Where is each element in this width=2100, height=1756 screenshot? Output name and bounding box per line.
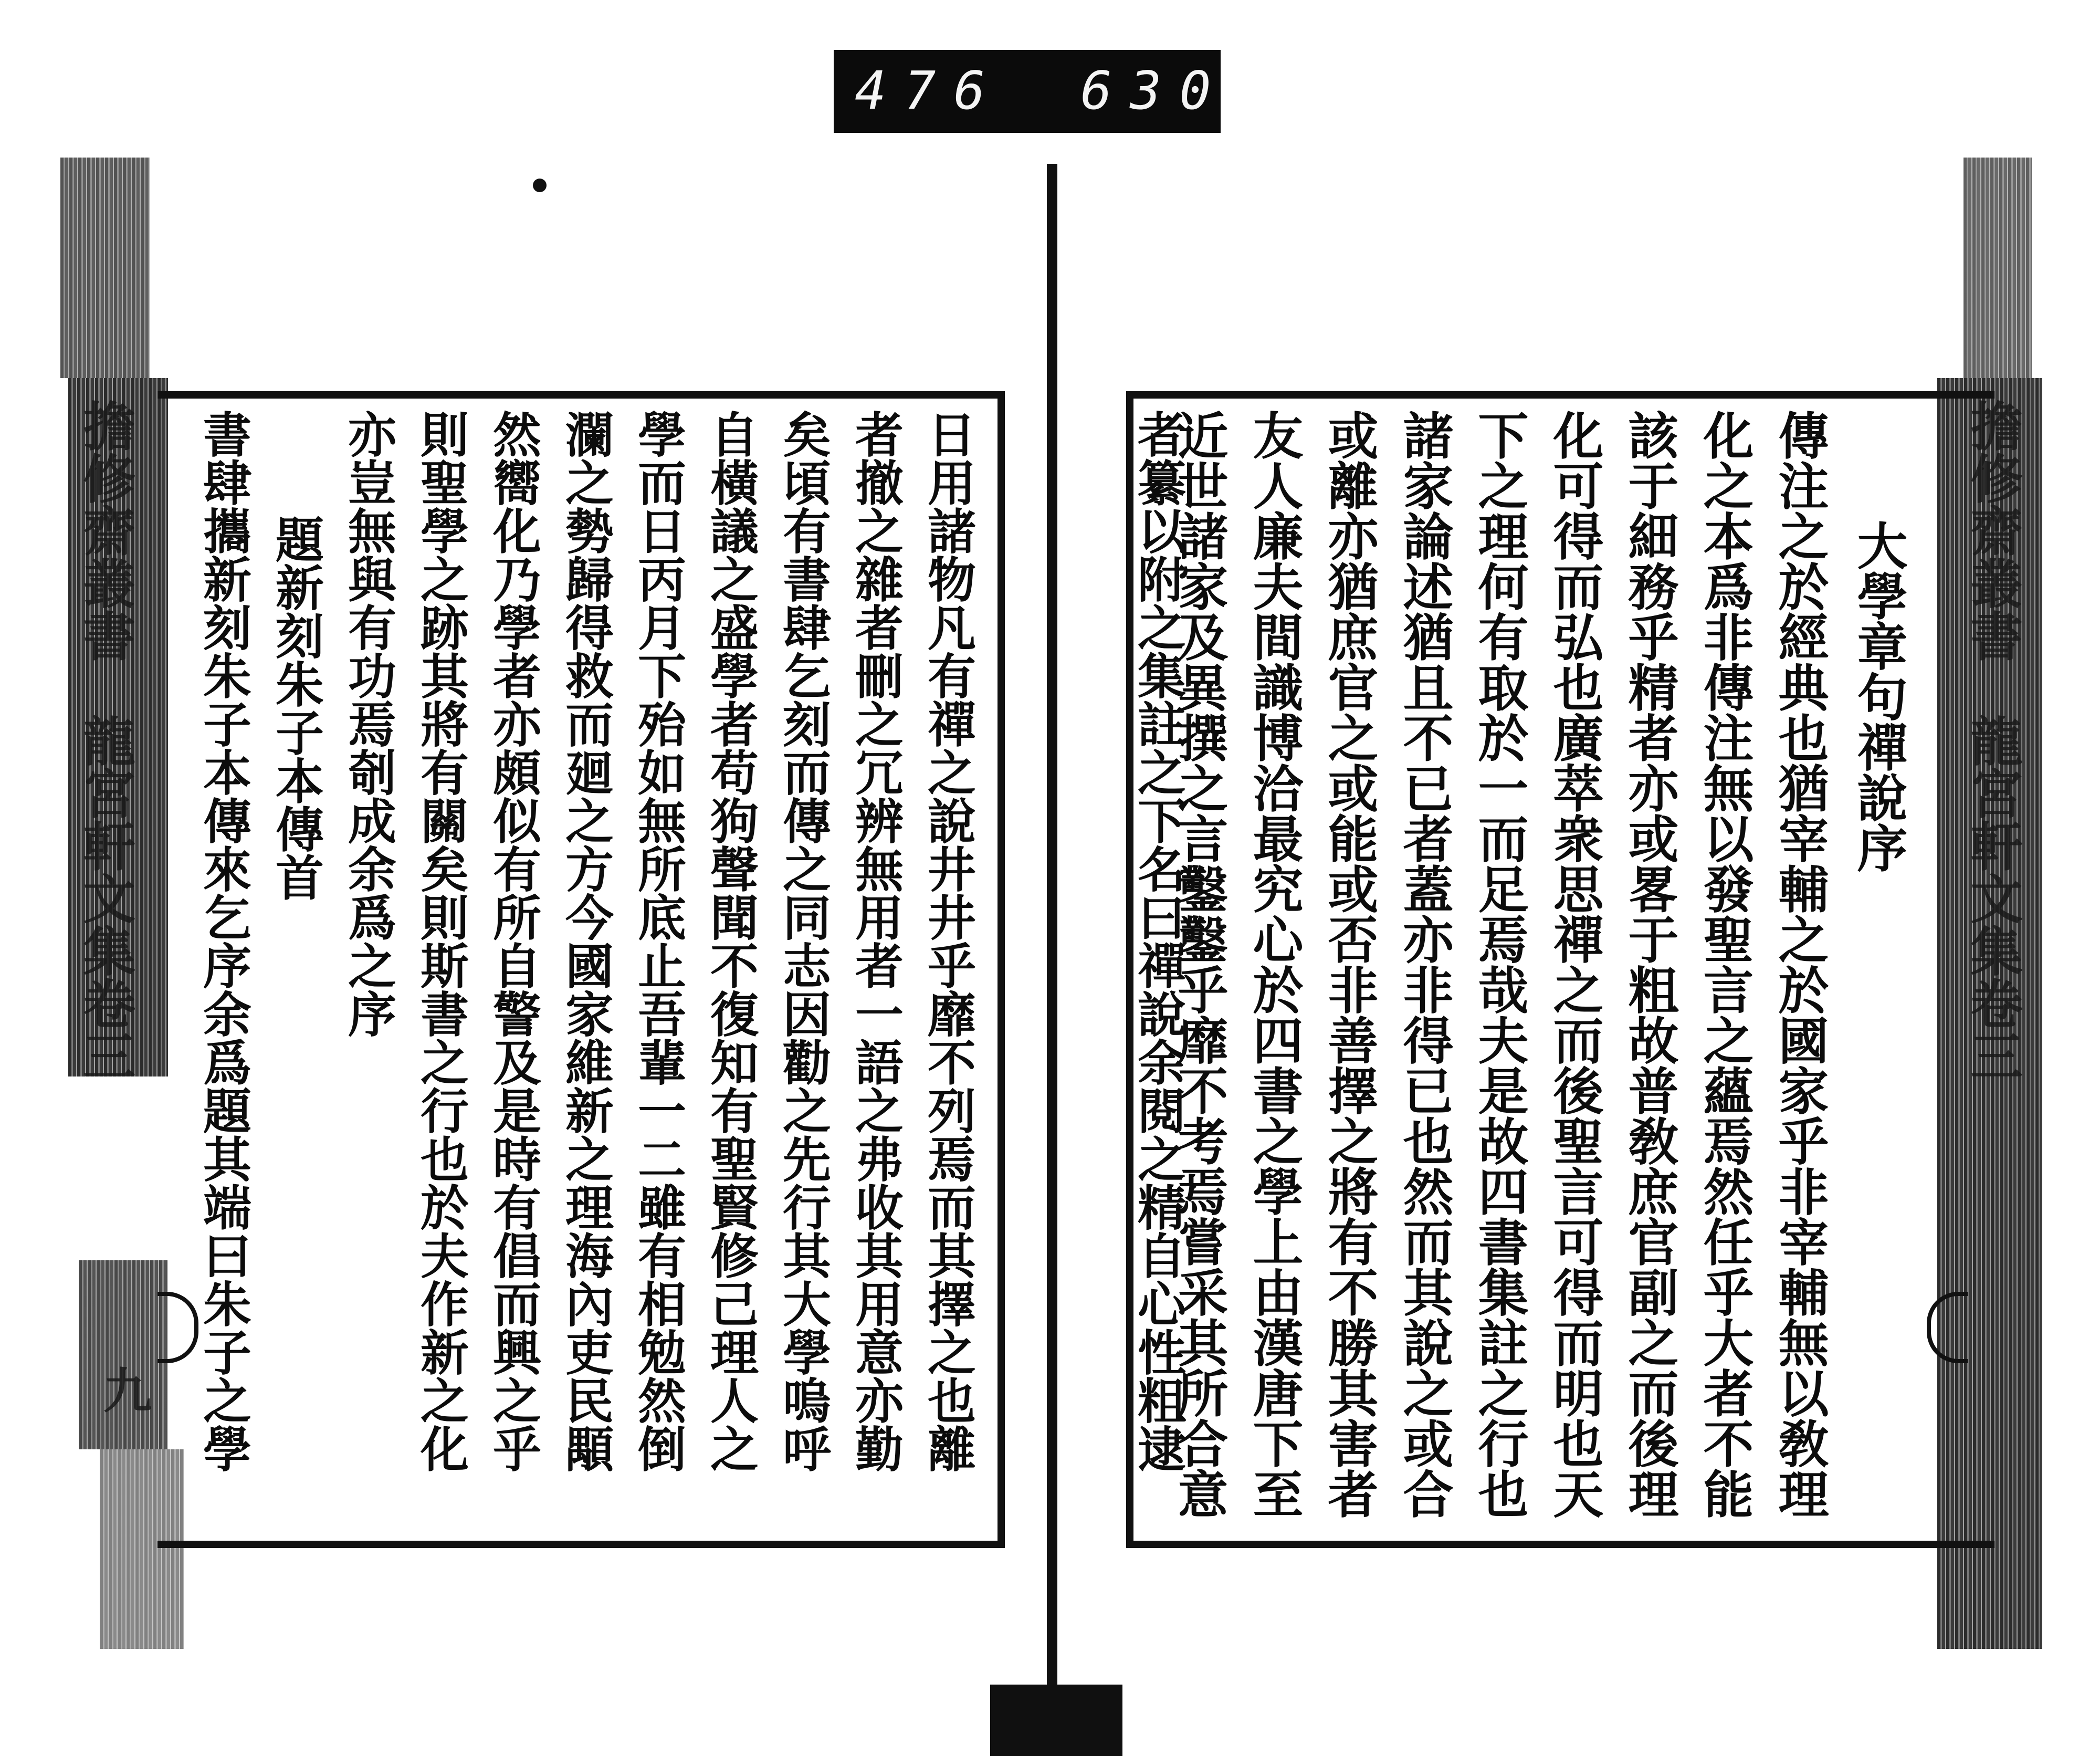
- right-column-2: 傳注之於經典也猶宰輔之於國家乎非宰輔無以敎理: [1770, 410, 1830, 1519]
- ink-speck: [533, 179, 547, 192]
- right-page-edge-top: [1964, 158, 2032, 378]
- left-column-2: 者撤之雜者刪之冗辨無用者一語之弗收其用意亦勤: [847, 410, 904, 1472]
- left-column-8: 則聖學之跡其將有關矣則斯書之行也於夫作新之化: [413, 410, 469, 1472]
- right-column-6: 下之理何有取於一而足焉哉夫是故四書集註之行也: [1470, 410, 1529, 1519]
- left-column-10: 題新刻朱子本傳首: [268, 515, 324, 901]
- left-page-edge-top: [60, 158, 150, 378]
- left-column-1: 日用諸物凡有禪之說井井乎靡不列焉而其擇之也離: [920, 410, 976, 1472]
- left-column-4: 自橫議之盛學者苟狗聲聞不復知有聖賢修己理人之: [702, 410, 759, 1472]
- reel-index-label: [834, 50, 1229, 133]
- left-column-5: 學而日丙月下殆如無所底止吾輩一二雖有相勉然倒: [630, 410, 687, 1472]
- reel-number-left: 476: [855, 60, 1003, 121]
- left-column-3: 矣頃有書肆乞刻而傳之同志因勸之先行其大學嗚呼: [775, 410, 832, 1472]
- right-column-5: 化可得而弘也廣萃衆思禪之而後聖言可得而明也天: [1545, 410, 1604, 1519]
- right-column-11: 者纂以附之集註之下名曰禪說余閱之精自心性粗逮: [1130, 410, 1186, 1472]
- reel-number-right: 630: [1080, 60, 1229, 121]
- right-column-8: 或離亦猶庶官之或能或否非善擇之將有不勝其害者: [1320, 410, 1379, 1519]
- left-margin-title: 擔修齋叢書 龍宮軒文集卷三: [74, 399, 136, 1082]
- left-column-6: 瀾之勢歸得救而廻之方今國家維新之理海內吏民顒: [558, 410, 614, 1472]
- left-column-9: 亦豈無與有功焉剞成余爲之序: [340, 410, 397, 1038]
- left-page-edge-lower: [79, 1260, 168, 1449]
- right-column-4: 該于細務乎精者亦或畧于粗故普敎庶官副之而後理: [1620, 410, 1679, 1519]
- left-column-7: 然嚮化乃學者亦頗似有所自警及是時有倡而興之乎: [485, 410, 542, 1472]
- right-column-9: 友人廉夫間識博洽最究心於四書之學上由漢唐下至: [1245, 410, 1304, 1519]
- right-margin-title: 擔修齋叢書 龍宮軒文集卷三: [1961, 399, 2023, 1082]
- left-page-number: 九: [96, 1365, 152, 1414]
- right-column-3: 化之本爲非傳注無以發聖言之蘊焉然任乎大者不能: [1695, 410, 1755, 1519]
- right-column-7: 諸家論述猶且不已者蓋亦非得已也然而其說之或合: [1395, 410, 1454, 1519]
- right-column-1: 大學章句禪說序: [1849, 520, 1908, 873]
- right-column-10: 近世諸家及異撰之言鑿鑿乎靡不考焉嘗采其所合意: [1170, 410, 1229, 1519]
- binding-spine-foot: [990, 1685, 1122, 1756]
- left-column-11: 書肆攜新刻朱子本傳來乞序余爲題其端曰朱子之學: [195, 410, 252, 1472]
- binding-spine: [1047, 164, 1057, 1718]
